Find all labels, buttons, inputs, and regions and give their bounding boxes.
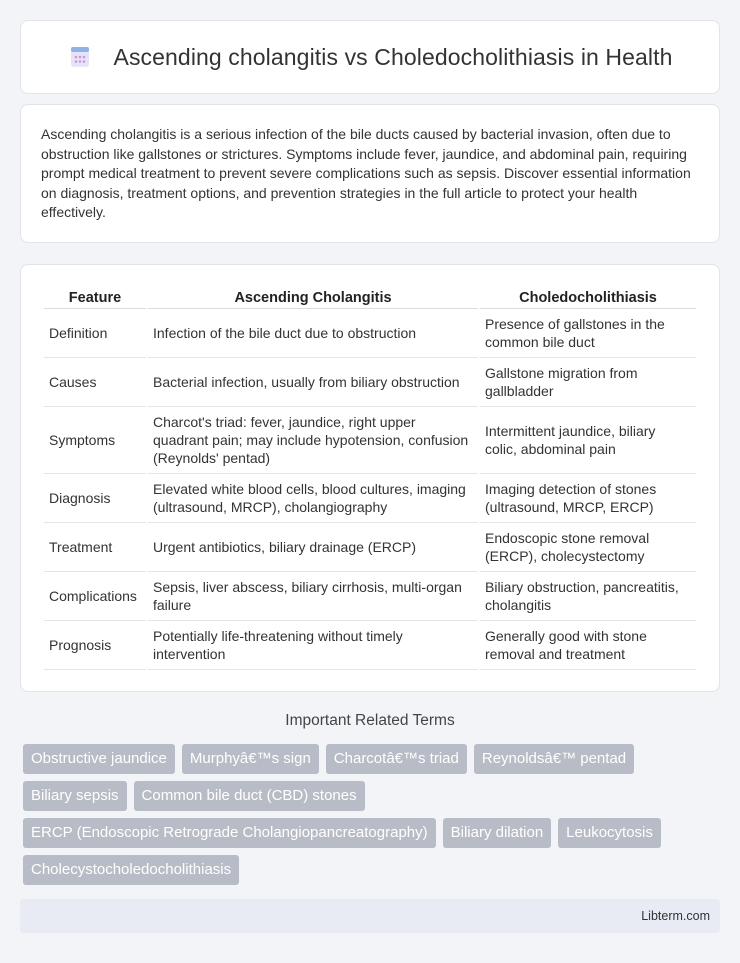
choledocho-cell: Endoscopic stone removal (ERCP), cholecystectomy bbox=[480, 523, 696, 572]
feature-cell: Prognosis bbox=[44, 621, 146, 670]
table-row bbox=[44, 474, 696, 523]
ascending-cell: Urgent antibiotics, biliary drainage (ERCP) bbox=[148, 523, 478, 572]
related-term-tag[interactable]: Reynoldsâ€™ pentad bbox=[474, 744, 634, 774]
comparison-table-card bbox=[20, 264, 720, 692]
table-header-row bbox=[44, 283, 696, 309]
feature-cell: Complications bbox=[44, 572, 146, 621]
choledocho-cell: Gallstone migration from gallbladder bbox=[480, 358, 696, 407]
related-term-tag[interactable]: Murphyâ€™s sign bbox=[182, 744, 319, 774]
related-term-tag[interactable]: ERCP (Endoscopic Retrograde Cholangiopancreatography) bbox=[23, 818, 436, 848]
feature-cell: Symptoms bbox=[44, 407, 146, 474]
intro-text: Ascending cholangitis is a serious infection of the bile ducts caused by bacterial invasion, often due to obstruction like gallstones or strictures. Symptoms include fever, jaundice, and abdominal pain, requiring prompt medical treatment to prevent severe complications such as sepsis. Discover essential information on diagnosis, treatment options, and prevention strategies in the full article to protect your health effectively. bbox=[41, 126, 691, 221]
choledocho-cell: Presence of gallstones in the common bile duct bbox=[480, 309, 696, 358]
table-row bbox=[44, 358, 696, 407]
footer-site-link[interactable]: Libterm.com bbox=[641, 909, 710, 923]
header-ascending-cholangitis: Ascending Cholangitis bbox=[148, 283, 478, 309]
feature-cell: Definition bbox=[44, 309, 146, 358]
related-term-tag[interactable]: Leukocytosis bbox=[558, 818, 661, 848]
table-row bbox=[44, 309, 696, 358]
ascending-cell: Infection of the bile duct due to obstruction bbox=[148, 309, 478, 358]
related-term-tag[interactable]: Common bile duct (CBD) stones bbox=[134, 781, 365, 811]
tag-row bbox=[23, 781, 723, 811]
choledocho-cell: Imaging detection of stones (ultrasound, MRCP, ERCP) bbox=[480, 474, 696, 523]
related-terms-heading: Important Related Terms bbox=[285, 712, 455, 729]
page-title: Ascending cholangitis vs Choledocholithiasis in Health bbox=[113, 43, 673, 70]
related-terms-list bbox=[23, 744, 723, 892]
related-term-tag[interactable]: Obstructive jaundice bbox=[23, 744, 175, 774]
choledocho-cell: Generally good with stone removal and treatment bbox=[480, 621, 696, 670]
choledocho-cell: Intermittent jaundice, biliary colic, abdominal pain bbox=[480, 407, 696, 474]
footer bbox=[20, 899, 720, 933]
ascending-cell: Charcot's triad: fever, jaundice, right upper quadrant pain; may include hypotension, confusion (Reynolds' pentad) bbox=[148, 407, 478, 474]
ascending-cell: Elevated white blood cells, blood cultures, imaging (ultrasound, MRCP), cholangiography bbox=[148, 474, 478, 523]
feature-cell: Causes bbox=[44, 358, 146, 407]
tag-row bbox=[23, 818, 723, 848]
ascending-cell: Bacterial infection, usually from biliary obstruction bbox=[148, 358, 478, 407]
table-row bbox=[44, 621, 696, 670]
table-row bbox=[44, 407, 696, 474]
tag-row bbox=[23, 744, 723, 774]
choledocho-cell: Biliary obstruction, pancreatitis, cholangitis bbox=[480, 572, 696, 621]
table-row bbox=[44, 523, 696, 572]
comparison-table bbox=[42, 283, 698, 670]
tag-row bbox=[23, 855, 723, 885]
related-term-tag[interactable]: Biliary dilation bbox=[443, 818, 552, 848]
feature-cell: Diagnosis bbox=[44, 474, 146, 523]
related-term-tag[interactable]: Cholecystocholedocholithiasis bbox=[23, 855, 239, 885]
feature-cell: Treatment bbox=[44, 523, 146, 572]
table-row bbox=[44, 572, 696, 621]
intro-card bbox=[20, 104, 720, 243]
related-term-tag[interactable]: Biliary sepsis bbox=[23, 781, 127, 811]
header-feature: Feature bbox=[44, 283, 146, 309]
ascending-cell: Potentially life-threatening without timely intervention bbox=[148, 621, 478, 670]
header-choledocholithiasis: Choledocholithiasis bbox=[480, 283, 696, 309]
document-icon bbox=[68, 45, 92, 69]
title-card bbox=[20, 20, 720, 94]
related-term-tag[interactable]: Charcotâ€™s triad bbox=[326, 744, 467, 774]
ascending-cell: Sepsis, liver abscess, biliary cirrhosis, multi-organ failure bbox=[148, 572, 478, 621]
